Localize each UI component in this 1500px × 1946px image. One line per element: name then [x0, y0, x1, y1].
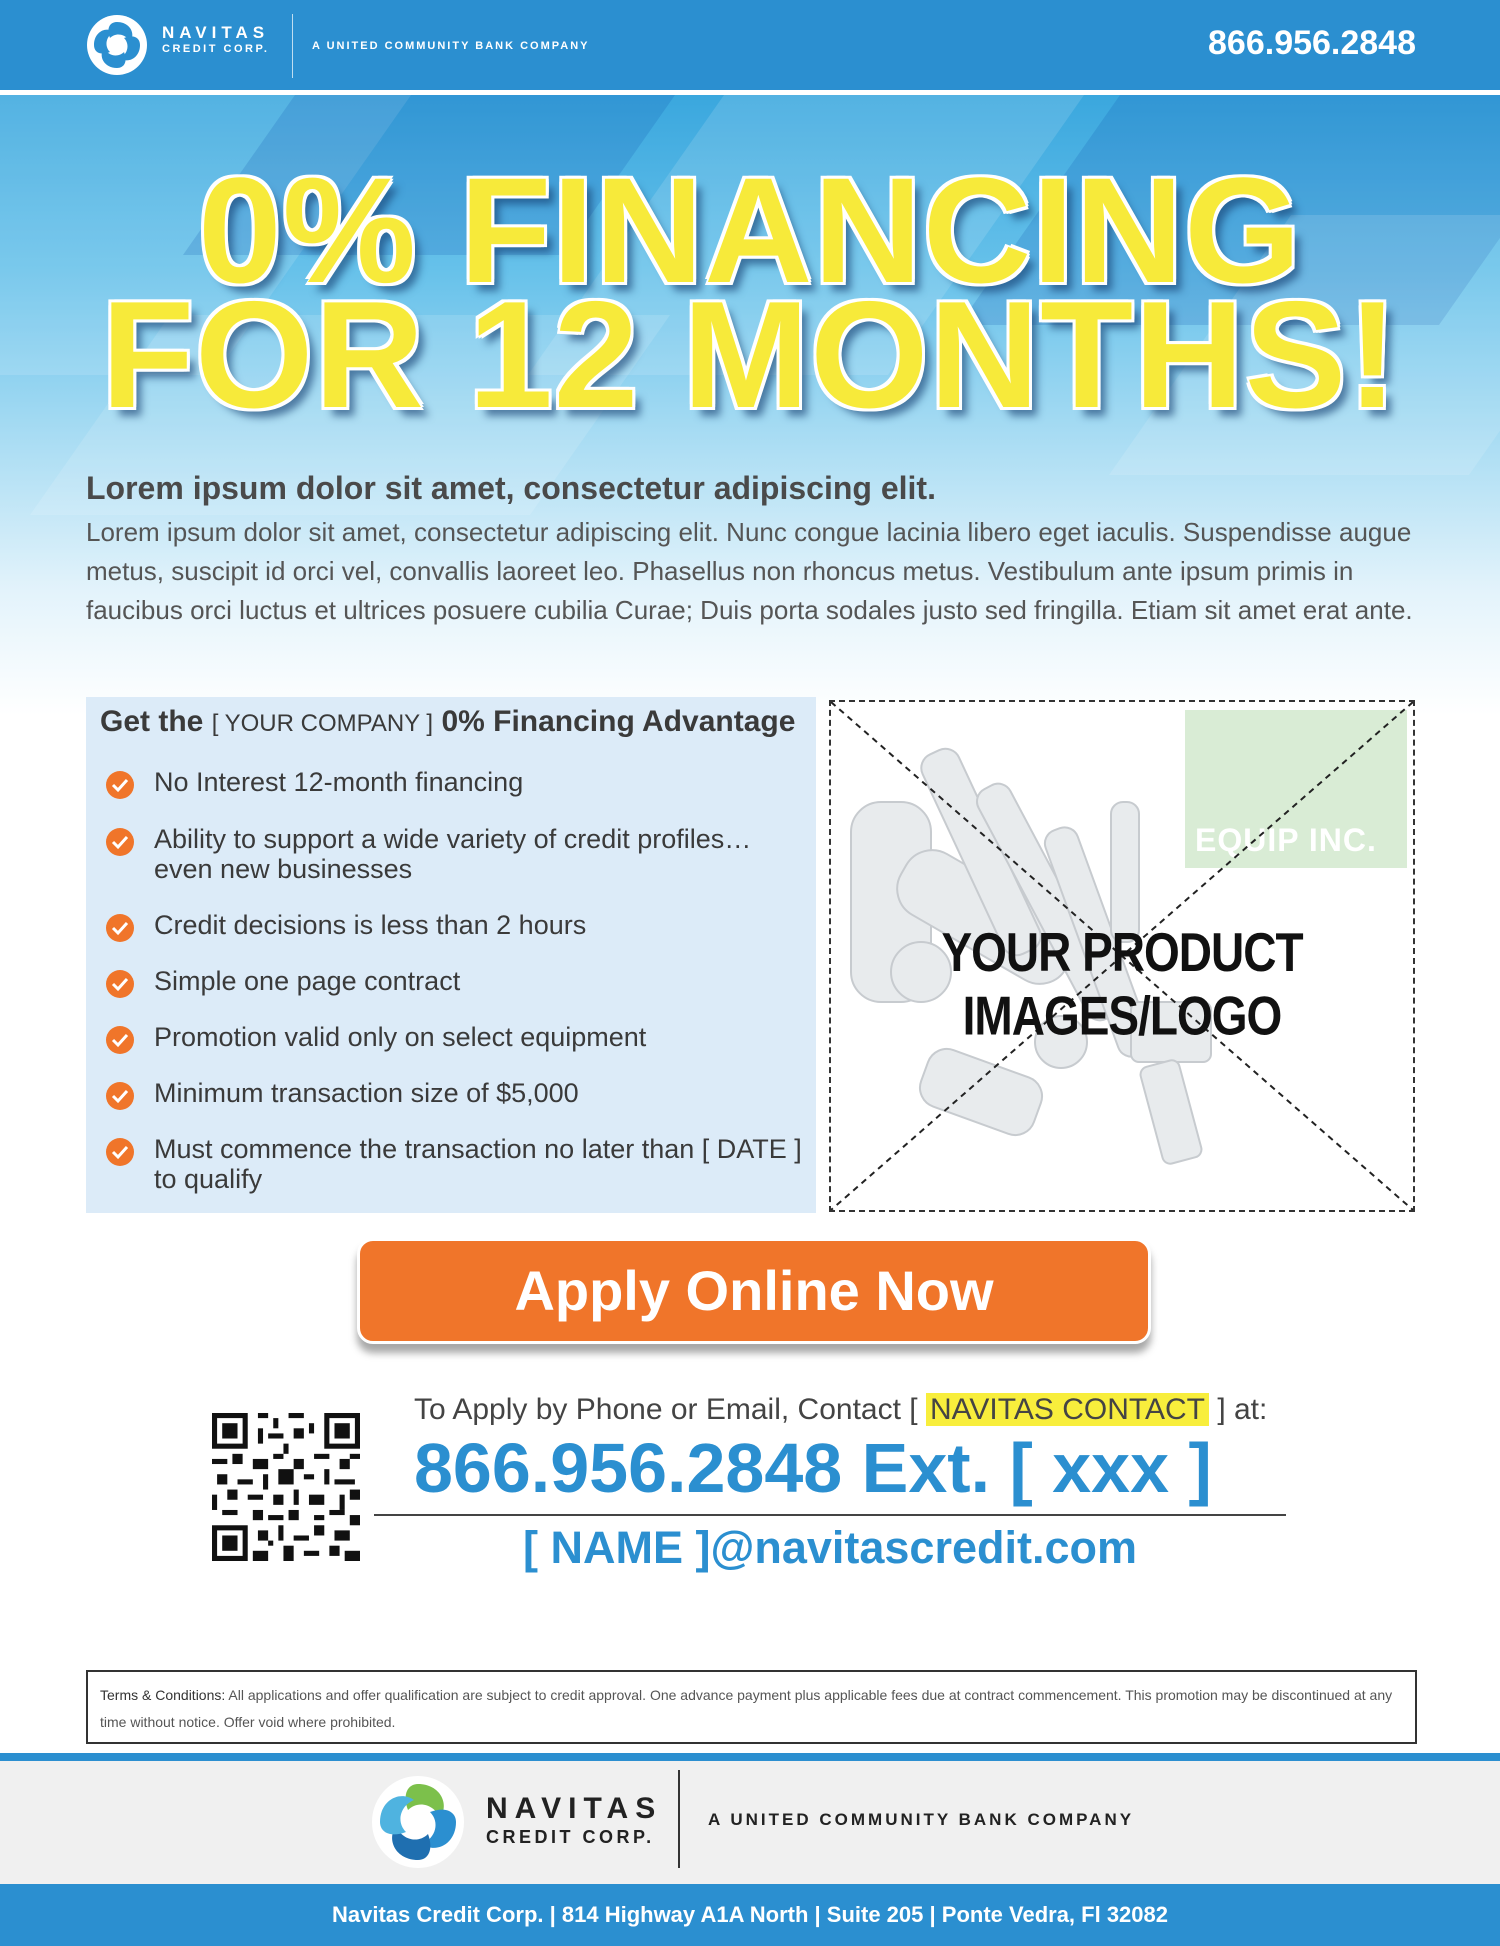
check-icon: [106, 970, 134, 998]
contact-line-prefix: To Apply by Phone or Email, Contact [: [414, 1393, 918, 1426]
benefit-text: Credit decisions is less than 2 hours: [154, 910, 587, 940]
intro-body: Lorem ipsum dolor sit amet, consectetur adipiscing elit. Nunc congue lacinia libero eget iaculis. Suspendisse augue metus, suscipit id orci vel, convallis laoreet leo. Phasellus non rhoncus metus. Vestibulum ante ipsum primis in faucibus orci luctus et ultrices posuere cubilia Curae; Duis porta sodales justo sed fringilla. Etiam sit amet erat ante.: [86, 517, 1413, 625]
footer-brand: [486, 1794, 662, 1850]
check-icon: [106, 1138, 134, 1166]
contact-phone[interactable]: 866.956.2848 Ext. [ xxx ]: [414, 1429, 1212, 1507]
footer-vertical-divider: [678, 1770, 680, 1868]
terms-label: Terms & Conditions:: [100, 1687, 226, 1703]
header-phone[interactable]: 866.956.2848: [1208, 24, 1416, 62]
terms-box: [86, 1670, 1417, 1744]
contact-email[interactable]: [ NAME ]@navitascredit.com: [522, 1522, 1137, 1573]
check-icon: [106, 1082, 134, 1110]
check-icon: [106, 914, 134, 942]
intro-heading: Lorem ipsum dolor sit amet, consectetur adipiscing elit.: [86, 470, 936, 506]
headline-line-2: FOR 12 MONTHS!: [101, 270, 1399, 440]
benefits-title-prefix: Get the: [100, 705, 204, 738]
benefit-text: Simple one page contract: [154, 966, 461, 996]
terms-text: All applications and offer qualification are subject to credit approval. One advance payment plus applicable fees due at contract commencement. This promotion may be discontinued at any time without notice. Offer void where prohibited.: [100, 1687, 1393, 1730]
apply-online-button[interactable]: Apply Online Now: [357, 1238, 1151, 1344]
contact-instruction: [414, 1393, 1267, 1427]
header-brand: [162, 24, 269, 56]
equip-logo-text: EQUIP INC.: [1195, 822, 1377, 858]
navitas-logo-icon: [370, 1774, 466, 1870]
footer-top-line: [0, 1753, 1500, 1761]
contact-divider: [374, 1514, 1286, 1516]
footer-tagline: A UNITED COMMUNITY BANK COMPANY: [708, 1810, 1135, 1829]
header-brand-sub: CREDIT CORP.: [162, 43, 270, 55]
benefit-text: Promotion valid only on select equipment: [154, 1022, 647, 1052]
footer-brand-name: NAVITAS: [486, 1792, 663, 1825]
contact-line-suffix: ] at:: [1217, 1393, 1268, 1426]
benefit-text: Must commence the transaction no later than [ DATE ] to qualify: [154, 1134, 802, 1194]
qr-code-icon[interactable]: [212, 1413, 360, 1561]
benefits-box: [86, 697, 816, 1213]
check-icon: [106, 828, 134, 856]
product-image-placeholder: [829, 700, 1415, 1212]
benefits-title-suffix: 0% Financing Advantage: [441, 705, 796, 738]
header-tagline: A UNITED COMMUNITY BANK COMPANY: [312, 40, 590, 52]
benefits-title: [100, 705, 795, 739]
benefit-text: Ability to support a wide variety of credit profiles… even new businesses: [154, 824, 752, 884]
header-brand-name: NAVITAS: [162, 23, 270, 42]
check-icon: [106, 771, 134, 799]
header-vertical-divider: [292, 14, 293, 78]
check-icon: [106, 1026, 134, 1054]
headline-line-1: 0% FINANCING: [198, 146, 1302, 314]
benefit-text: No Interest 12-month financing: [154, 767, 524, 797]
benefit-text: Minimum transaction size of $5,000: [154, 1078, 579, 1108]
navitas-logo-icon: [86, 14, 148, 76]
product-placeholder-text: YOUR PRODUCT IMAGES/LOGO: [941, 921, 1303, 1047]
footer-brand-sub: CREDIT CORP.: [486, 1827, 655, 1847]
footer-address: Navitas Credit Corp. | 814 Highway A1A North | Suite 205 | Ponte Vedra, Fl 32082: [0, 1884, 1500, 1946]
contact-placeholder-highlight: NAVITAS CONTACT: [926, 1393, 1209, 1426]
benefits-title-placeholder: [ YOUR COMPANY ]: [211, 710, 434, 737]
